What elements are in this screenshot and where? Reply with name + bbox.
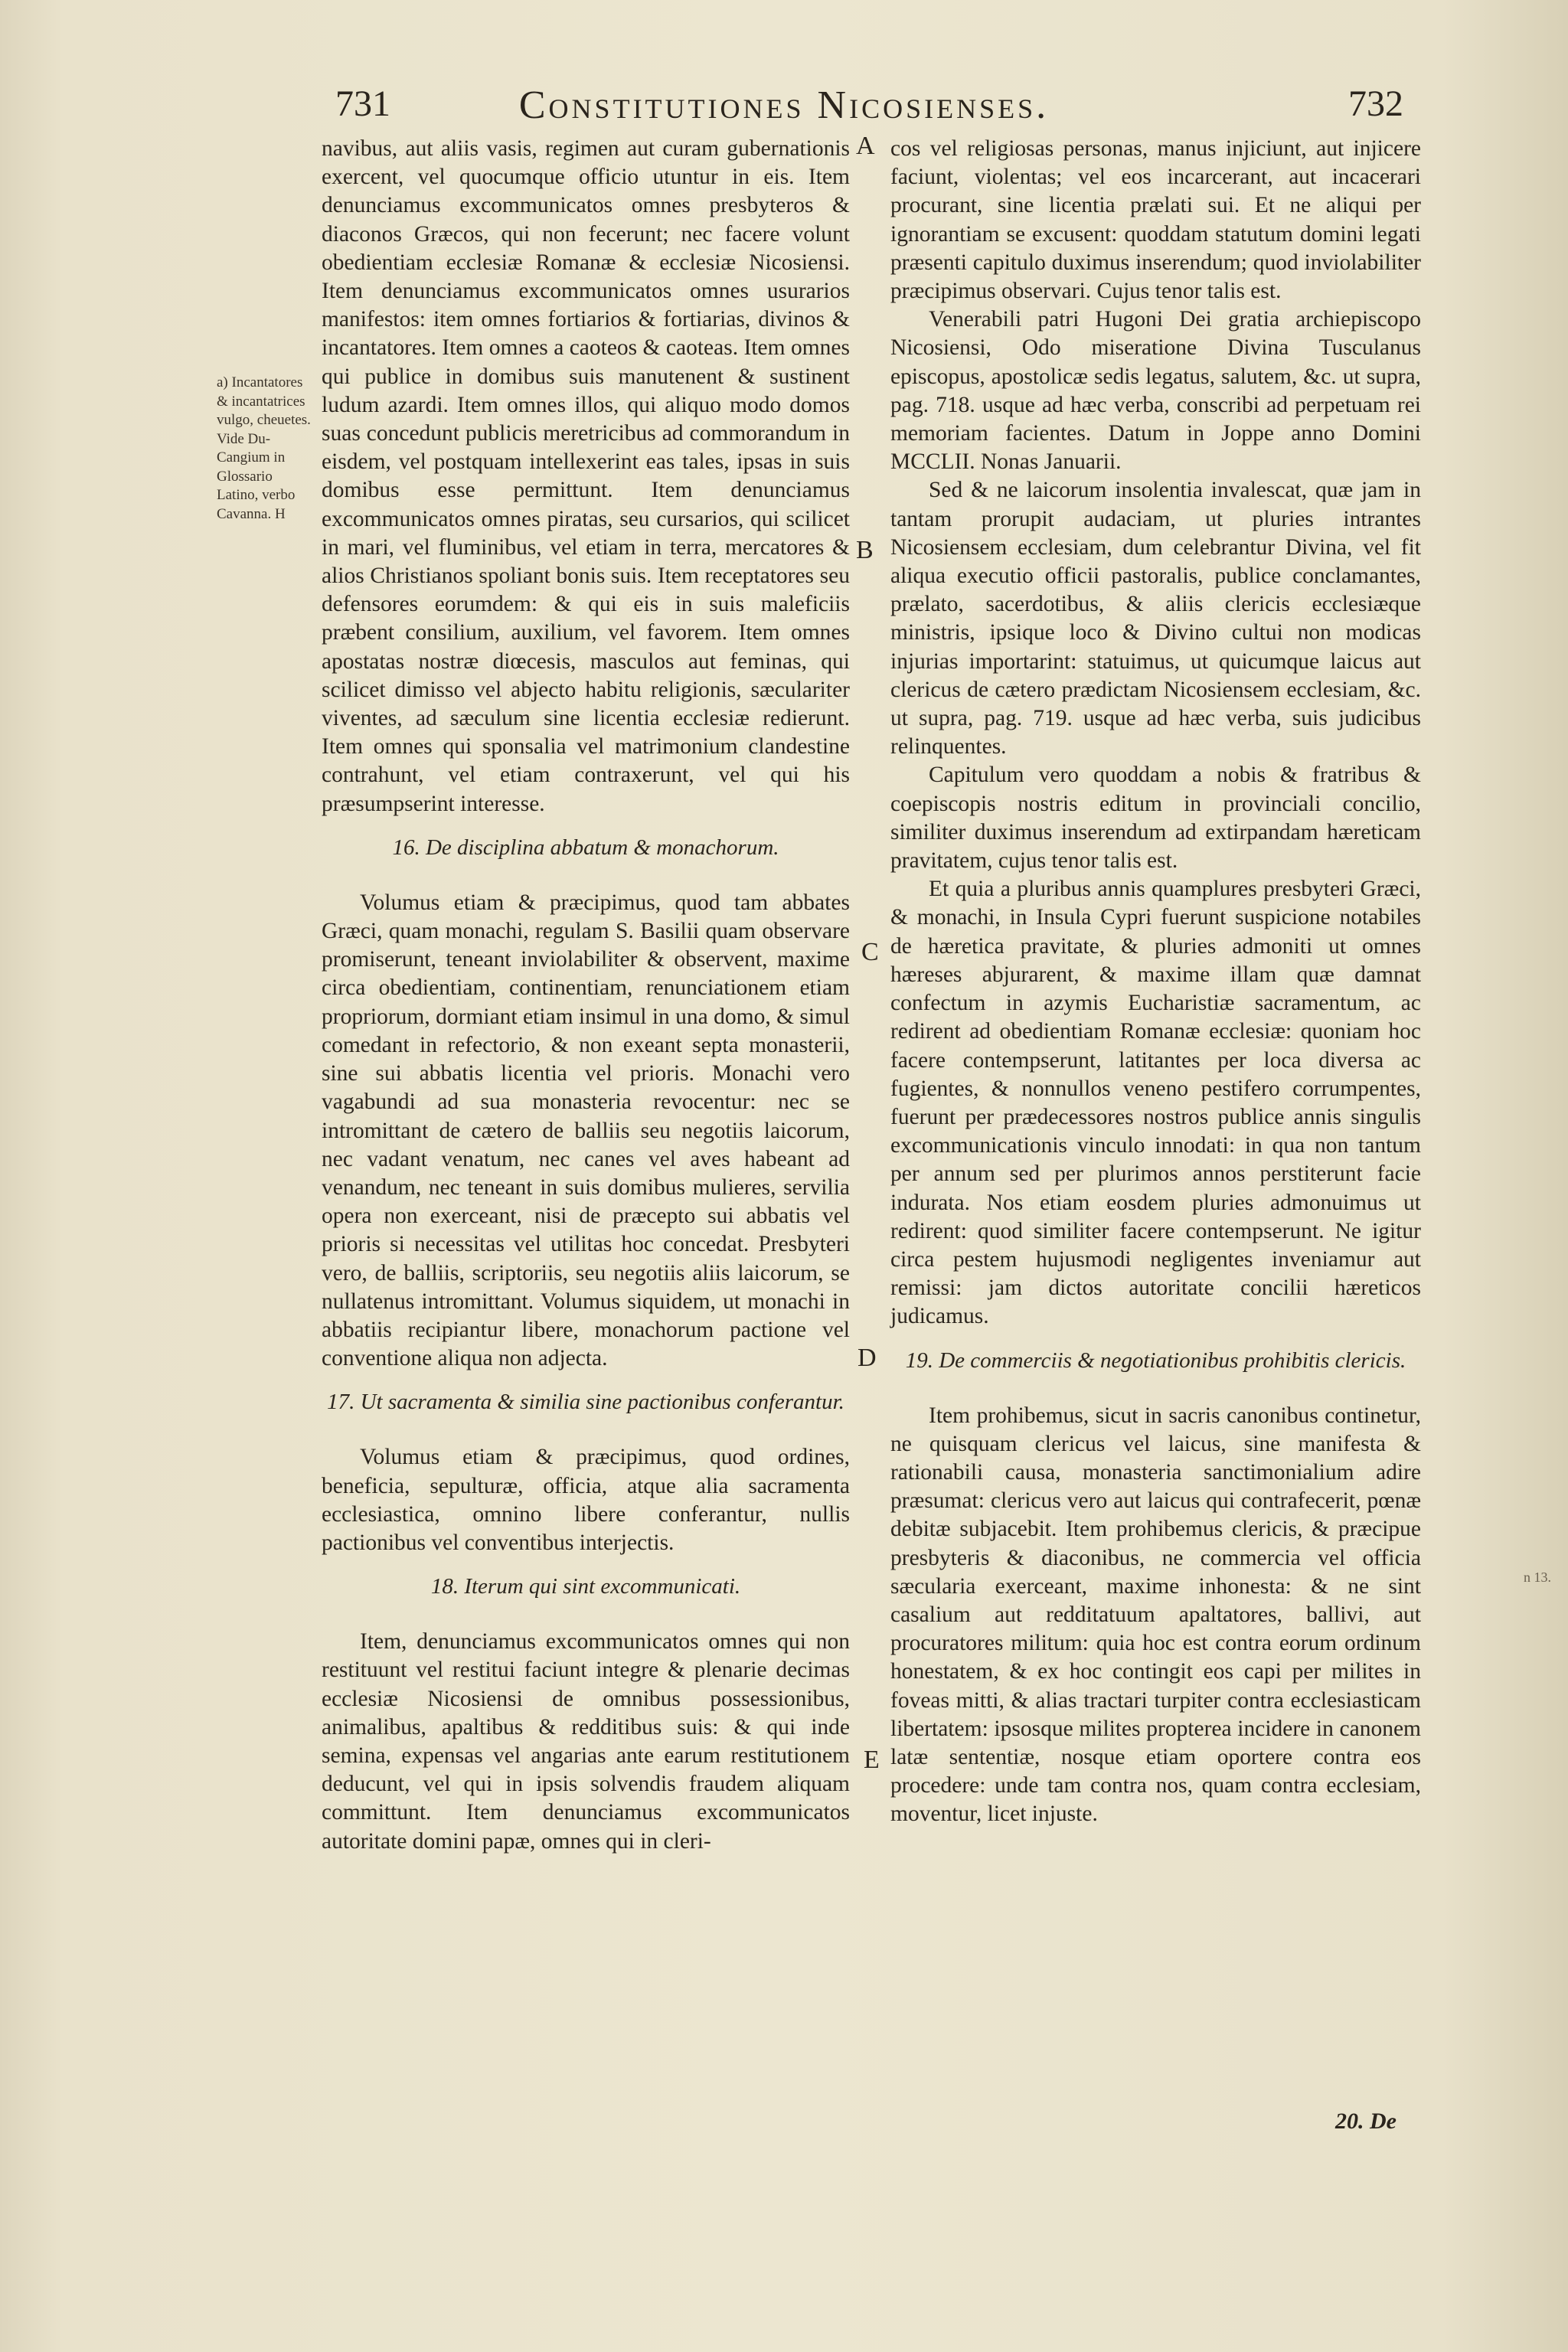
paragraph: Volumus etiam & præcipimus, quod tam abbates Græci, quam monachi, regulam S. Basilii quam observare promiserunt, teneant inviolabiliter & observent, maxime circa obedientiam, continentiam, renunciationem etiam propriorum, dormiant etiam insimul in una domo, & simul comedant in refectorio, & non exeant septa monasterii, sine sui abbatis licentia vel prioris. Monachi vero vagabundi ad sua monasteria revocentur: nec se intromittant de cætero de balliis seu negotiis laicorum, nec vadant venatum, nec canes vel aves habeant ad venandum, nec teneant in suis domibus mulieres, servilia opera non exerceant, nisi de præcepto sui abbatis vel prioris si necessitas vel utilitas hoc concedat. Presbyteri vero, de balliis, scriptoriis, seu negotiis aliis laicorum, se nullatenus intromittant. Volumus siquidem, ut monachi in abbatiis recipiantur libere, monachorum pactione vel conventione aliqua non adjecta. (322, 890, 850, 1371)
section-letter-b: B (856, 536, 874, 564)
paragraph: navibus, aut aliis vasis, regimen aut curam gubernationis exercent, vel quocumque officio utuntur in eis. Item denunciamus excommunicatos omnes presbyteros & diaconos Græcos, qui non fecerunt; nec facere volunt obedientiam ecclesiæ Romanæ & ecclesiæ Nicosiensi. Item denunciamus excommunicatos omnes usurarios manifestos: item omnes fortiarios & fortiarias, divinos & incantatores. Item omnes a caoteos & caoteas. Item omnes qui publice in domibus suis manutenent & sustinent ludum azardi. Item omnes illos, qui aliquo modo domos suas concedunt publicis meretricibus ad commorandum in eisdem, vel postquam intellexerint eas tales, ipsas in suis domibus esse permittunt. Item denunciamus excommunicatos omnes piratas, seu cursarios, qui scilicet in mari, vel fluminibus, vel etiam in terra, mercatores & alios Christianos spoliant bonis suis. Item receptatores seu defensores eorumdem: & qui eis in suis maleficiis præbent consilium, auxilium, vel favorem. Item omnes apostatas nostræ diœcesis, masculos aut feminas, qui scilicet dimisso vel abjecto habitu religionis, sæculariter viventes, ad sæculum sine licentia ecclesiæ redierunt. Item omnes qui sponsalia vel matrimonium clandestine contrahunt, vel etiam contraxerunt, vel qui his præsumpserint interesse. (322, 136, 850, 816)
edge-note: n 13. (1524, 1570, 1551, 1585)
section-letter-c: C (861, 938, 879, 966)
section-letter-d: D (858, 1344, 877, 1372)
paragraph: Capitulum vero quoddam a nobis & fratribus & coepiscopis nostris editum in provinciali concilio, similiter duximus inserendum ad extirpandam hæreticam pravitatem, cujus tenor talis est. (890, 763, 1421, 874)
paragraph: Sed & ne laicorum insolentia invalescat, quæ jam in tantam prorupit audaciam, ut pluries intrantes Nicosiensem ecclesiam, dum celebrantur Divina, vel fit aliqua executio officii pastoralis, publice conclamantes, prælato, sacerdotibus, & aliis clericis ecclesiæque ministris, ipsique loco & Divino cultui non modicas injurias importarint: statuimus, ut quicumque laicus aut clericus de cætero prædictam Nicosiensem ecclesiam, &c. ut supra, pag. 719. usque ad hæc verba, suis judicibus relinquentes. (890, 478, 1421, 760)
section-heading-17: 17. Ut sacramenta & similia sine pactionibus conferantur. (327, 1390, 844, 1415)
paragraph: Volumus etiam & præcipimus, quod ordines, beneficia, sepulturæ, officia, atque alia sacramenta ecclesiastica, omnino libere conferantur, nullis pactionibus vel conventibus interjectis. (322, 1445, 850, 1555)
paragraph: Et quia a pluribus annis quamplures presbyteri Græci, & monachi, in Insula Cypri fuerunt suspicione notabiles de hæretica pravitate, & pluries admoniti ut omnes hæreses abjurarent, & maxime illam quæ damnat confectum in azymis Eucharistiæ sacramentum, ac redirent ad obedientiam Romanæ ecclesiæ: quoniam hoc facere contempserunt, latitantes per loca diversa ac fugientes, & nonnullos veneno pestifero corrumpentes, fuerunt per prædecessores nostros publice annis singulis excommunicationis vinculo innodati: in qua non tantum per annum sed per plurimos annos perstiterunt facie indurata. Nos etiam eosdem pluries admonuimus ut redirent: quod similiter facere contempserunt. Ne igitur circa pestem hujusmodi negligentes inveniamur aut remissi: jam dictos autoritate concilii hæreticos judicamus. (890, 877, 1421, 1329)
right-column (890, 135, 1421, 1829)
margin-note: a) Incantatores & incantatrices vulgo, cheuetes. Vide Du-Cangium in Glossario Latino, verbo Cavanna. H (217, 374, 311, 522)
section-heading-19: 19. De commerciis & negotiationibus prohibitis clericis. (905, 1348, 1406, 1373)
section-heading-18: 18. Iterum qui sint excommunicati. (430, 1574, 741, 1599)
page-number-left: 731 (335, 83, 390, 124)
paragraph: cos vel religiosas personas, manus injiciunt, aut injicere faciunt, violentas; vel eos incarcerant, aut incacerari procurant, sine licentia prælati sui. Et ne aliqui per ignorantiam se excusent: quoddam statutum domini legati præsenti capitulo duximus inserendum; quod inviolabiliter præcipimus observari. Cujus tenor talis est. (890, 136, 1421, 304)
section-letter-e: E (864, 1746, 880, 1774)
paragraph: Item prohibemus, sicut in sacris canonibus continetur, ne quisquam clericus vel laicus, sine manifesta & rationabili causa, monasteria sanctimonialium adire præsumat: clericus vero aut laicus qui contrafecerit, pœnæ debitæ subjacebit. Item prohibemus clericis, & præcipue presbyteris & diaconibus, ne commercia vel officia sæcularia exerceant, maxime inhonesta: & ne sint casalium aut redditatuum apaltatores, ballivi, aut procuratores militum: quia hoc est contra eorum ordinum honestatem, & ex hoc contingit eos capi per milites in foveas mitti, & alias tractari turpiter contra ecclesiasticam libertatem: ipsosque milites propterea incidere in canonem latæ sententiæ, nosque etiam oportere contra eos procedere: unde tam contra nos, quam contra ecclesiam, moventur, licet injuste. (890, 1403, 1421, 1827)
section-letter-a: A (856, 132, 875, 160)
section-heading-16: 16. De disciplina abbatum & monachorum. (392, 835, 779, 860)
left-column (322, 135, 850, 1856)
running-title: Constitutiones Nicosienses. (518, 83, 1050, 127)
page-number-right: 732 (1348, 83, 1403, 124)
paragraph: Item, denunciamus excommunicatos omnes qui non restituunt vel restitui faciunt integre & plenarie decimas ecclesiæ Nicosiensi de omnibus possessionibus, animalibus, apaltibus & redditibus suis: & qui inde semina, expensas vel angarias ante earum restitutionem deducunt, vel qui in ipsis solvendis fraudem aliquam committunt. Item denunciamus excommunicatos autoritate domini papæ, omnes qui in cleri- (322, 1629, 850, 1854)
paragraph: Venerabili patri Hugoni Dei gratia archiepiscopo Nicosiensi, Odo miseratione Divina Tusculanus episcopus, apostolicæ sedis legatus, salutem, &c. ut supra, pag. 718. usque ad hæc verba, conscribi ad perpetuam rei memoriam facientes. Datum in Joppe anno Domini MCCLII. Nonas Januarii. (890, 307, 1421, 475)
catchword: 20. De (1335, 2109, 1396, 2134)
